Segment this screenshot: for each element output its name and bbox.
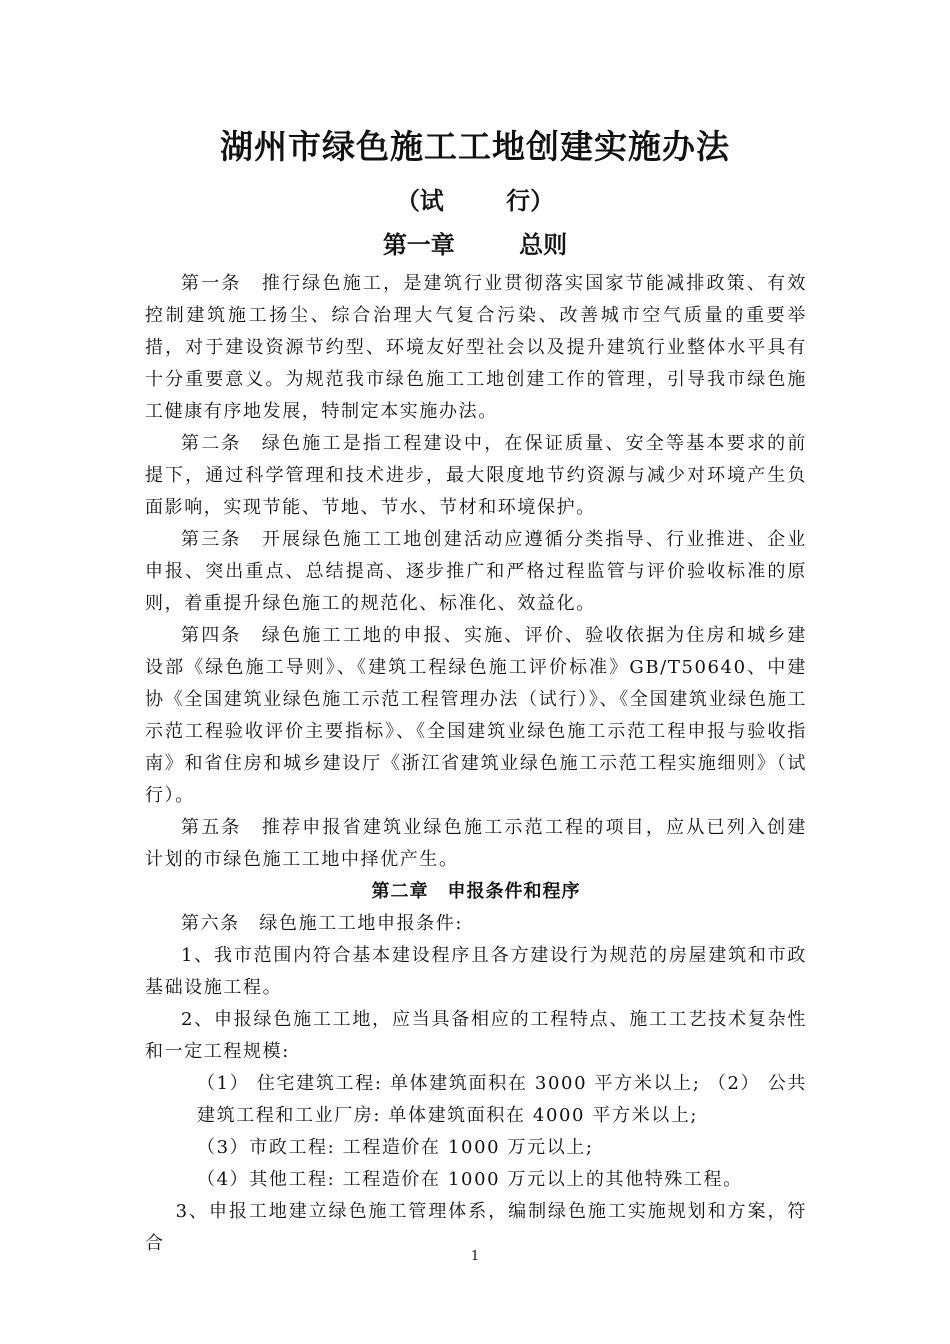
condition-item-2: 2、申报绿色施工工地，应当具备相应的工程特点、施工工艺技术复杂性和一定工程规模: [145,1009,807,1062]
condition-sub-item-4: （4）其他工程: 工程造价在 1000 万元以上的其他特殊工程。 [197,1169,743,1190]
page-number: 1 [470,1249,480,1264]
chapter-2-heading: 第二章 申报条件和程序 [371,881,581,902]
article-3: 第三条 开展绿色施工工地创建活动应遵循分类指导、行业推进、企业申报、突出重点、总结提高、逐步推广和严格过程监管与评价验收标准的原则，着重提升绿色施工的规范化、标准化、效益化。 [145,529,807,614]
article-1: 第一条 推行绿色施工，是建筑行业贯彻落实国家节能减排政策、有效控制建筑施工扬尘、综合治理大气复合污染、改善城市空气质量的重要举措，对于建设资源节约型、环境友好型社会以及提升建筑行业整体水平具有十分重要意义。为规范我市绿色施工工地创建工作的管理，引导我市绿色施工健康有序地发展，特制定本实施办法。 [145,273,807,422]
article-5: 第五条 推荐申报省建筑业绿色施工示范工程的项目，应从已列入创建计划的市绿色施工工地中择优产生。 [145,817,807,870]
document-subtitle: （试 行） [395,187,555,215]
article-2: 第二条 绿色施工是指工程建设中，在保证质量、安全等基本要求的前提下，通过科学管理和技术进步，最大限度地节约资源与减少对环境产生负面影响，实现节能、节地、节水、节材和环境保护。 [145,433,807,518]
condition-item-1: 1、我市范围内符合基本建设程序且各方建设行为规范的房屋建筑和市政基础设施工程。 [145,945,807,998]
document-body [145,268,807,1260]
condition-sub-item-1-2: （1） 住宅建筑工程: 单体建筑面积在 3000 平方米以上; （2） 公共建筑工程和工业厂房: 单体建筑面积在 4000 平方米以上; [197,1073,807,1126]
chapter-1-heading: 第一章 总则 [382,231,568,259]
document-title: 湖州市绿色施工工地创建实施办法 [220,127,730,166]
article-6: 第六条 绿色施工工地申报条件: [181,913,464,934]
condition-sub-item-3: （3）市政工程: 工程造价在 1000 万元以上; [197,1137,594,1158]
article-4: 第四条 绿色施工工地的申报、实施、评价、验收依据为住房和城乡建设部《绿色施工导则》、《建筑工程绿色施工评价标准》GB/T50640、中建协《全国建筑业绿色施工示范工程管理办法（试行）》、《全国建筑业绿色施工示范工程验收评价主要指标》、《全国建筑业绿色施工示范工程申报与验收指南》和省住房和城乡建设厅《浙江省建筑业绿色施工示范工程实施细则》（试行）。 [145,625,807,806]
condition-item-3: 3、申报工地建立绿色施工管理体系，编制绿色施工实施规划和方案，符合 [145,1201,807,1254]
